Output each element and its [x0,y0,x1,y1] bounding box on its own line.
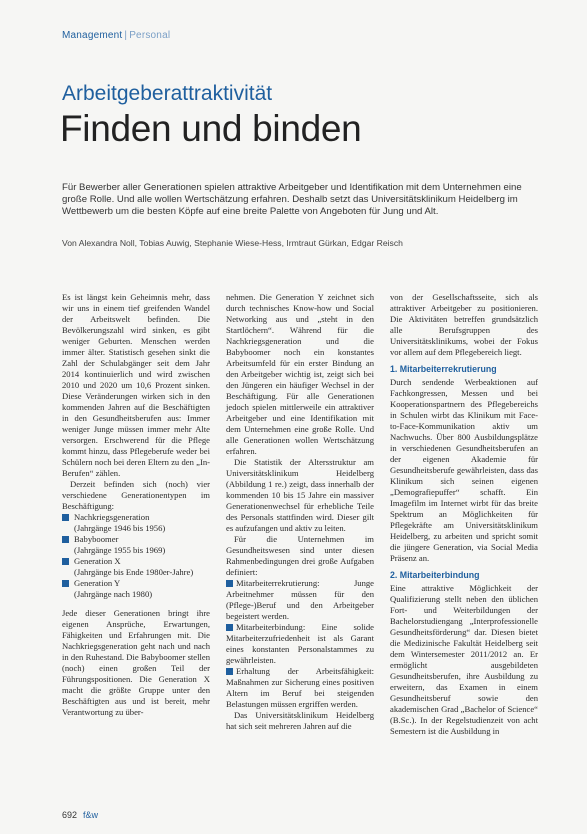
list-item [62,534,210,556]
task-text: Mitarbeiterrekrutierung: Junge Arbeitnehmer müssen für den (Pflege-)Beruf und den Arbeitgeber begeistert werden. [226,578,374,621]
article-title: Finden und binden [60,108,362,149]
generation-name: Generation X [74,556,121,566]
generation-name: Nachkriegsgeneration [74,512,150,522]
square-bullet-icon [62,558,69,565]
section-category[interactable]: Management [62,30,123,41]
section-heading-retention: 2. Mitarbeiterbindung [390,570,480,580]
generation-name: Generation Y [74,578,121,588]
list-item [62,556,210,578]
paragraph: Durch sendende Werbeaktionen auf Fachkongressen, Messen und bei Kooperationspartnern des Pflegebereichs in Schulen wirbt das Klinikum mit Face-to-Face-Kommunikation aktiv um Nachwuchs. Über 800 Ausbildungsplätze in verschiedenen Gesundheitsberufen an der eigenen Akademie für Gesundheitsberufe gewährleisten, dass das Klinikum sich seinen eigenen „Demografiepuffer“ schafft. Ein Imagefilm im Internet wirbt für das breite Spektrum an Möglichkeiten für Pflegekräfte am Universitätsklinikum Heidelberg, zu arbeiten und spricht somit die jüngere Generation, via Social Media Präsenz an. [390,377,538,563]
body-column-1 [62,292,210,718]
generation-years: (Jahrgänge bis Ende 1980er-Jahre) [74,567,194,577]
paragraph: Eine attraktive Möglichkeit der Qualifizierung stellt neben den üblichen Fort- und Weiterbildungen der Bachelorstudiengang „Interprofessionelle Gesundheitsförderung“ dar. Diesen bietet die Medizinische Fakultät Heidelberg seit dem Wintersemester 2011/2012 an. Er ermöglicht ausgebildeten Gesundheitsberufen, ihre Ausbildung zu erweitern, das Examen in einem Gesundheitsberuf sowie den akademischen Grad „Bachelor of Science“ (B.Sc.). In der Regelstudienzeit von acht Semestern ist die Ausbildung in [390,583,538,736]
article-lead: Für Bewerber aller Generationen spielen attraktive Arbeitgeber und Identifikation mit dem Unternehmen eine große Rolle. Und alle wollen Wertschätzung erfahren. Deshalb setzt das Universitätsklinikum Heidelberg im Wettbewerb um die besten Köpfe auf eine breite Palette von Angeboten für Jung und Alt. [62,182,522,218]
generation-years: (Jahrgänge 1955 bis 1969) [74,545,166,555]
generation-name: Babyboomer [74,534,119,544]
paragraph: Das Universitätsklinikum Heidelberg hat sich seit mehreren Jahren auf die [226,710,374,731]
paragraph: Jede dieser Generationen bringt ihre eigenen Ansprüche, Erwartungen, Fähigkeiten und Erfahrungen mit. Die Nachkriegsgeneration geht nach und nach in den Ruhestand. Die Babyboomer stellen (noch) einen großen Teil der Führungspositionen. Die Generation X macht die größte Gruppe unter den Beschäftigten aus und ist bereit, mehr Verantwortung zu über- [62,608,210,717]
task-item [226,666,374,710]
task-text: Erhaltung der Arbeitsfähigkeit: Maßnahmen zur Sicherung eines positiven Altern im Beruf bei steigenden Belastungen müssen ergriffen werden. [226,666,374,709]
section-kicker [62,30,170,41]
paragraph: Es ist längst kein Geheimnis mehr, dass wir uns in einem tief greifenden Wandel der Arbeitswelt befinden. Die Bevölkerungszahl wird sinken, es gibt weniger Geburten. Menschen werden immer älter. Statistisch gesehen sinkt die Zahl der Schulabgänger seit dem Jahr 2014 kontinuierlich und wird zwischen 2010 und 2020 um 10,6 Prozent sinken. Diese Veränderungen wirken sich in den kommenden Jahren auf die Beschäftigten in den Gesundheitsberufen aus: Immer weniger Junge müssen immer mehr Alte versorgen. Erschwerend für die Pflege kommt hinzu, dass Pflegeberufe weder bei Schülern noch bei deren Eltern zu den „In-Berufen“ zählen. [62,292,210,478]
section-separator: | [124,30,128,41]
body-column-3 [390,292,538,737]
paragraph: von der Gesellschaftsseite, sich als attraktiver Arbeitgeber zu positionieren. Die Aktivitäten betreffen grundsätzlich alle Berufsgruppen des Universitätsklinikums, wobei der Fokus vor allem auf dem Pflegebereich liegt. [390,292,538,357]
section-subcategory[interactable]: Personal [129,30,171,41]
square-bullet-icon [62,514,69,521]
generation-list [62,512,210,600]
page-number: 692 [62,810,78,820]
list-item [62,578,210,600]
task-item [226,622,374,666]
generation-years: (Jahrgänge nach 1980) [74,589,153,599]
paragraph: nehmen. Die Generation Y zeichnet sich durch technisches Know-how und Social Networking aus und „steht in den Startlöchern“. Während für die Nachkriegsgeneration und die Babyboomer noch ein konstantes Arbeitsumfeld für ein erster Bindung an den Arbeitgeber wichtig ist, zeigt sich bei den Jüngeren ein häufiger Wechsel in der Beschäftigung. Für alle Generationen jedoch spielen mittlerweile ein attraktiver Arbeitgeber und eine Identifikation mit dem Unternehmen eine große Rolle. Und alle Generationen wollen Wertschätzung erfahren. [226,292,374,456]
generation-years: (Jahrgänge 1946 bis 1956) [74,523,166,533]
paragraph: Die Statistik der Altersstruktur am Universitätsklinikum Heidelberg (Abbildung 1 re.) zeigt, dass innerhalb der kommenden 10 bis 15 Jahre ein massiver Generationenwechsel für erhebliche Teile des Personals stattfinden wird. Dieser gilt es aufzufangen und aktiv zu leiten. [226,457,374,533]
list-item [62,512,210,534]
square-bullet-icon [62,580,69,587]
article-authors: Von Alexandra Noll, Tobias Auwig, Stephanie Wiese-Hess, Irmtraut Gürkan, Edgar Reisch [62,238,403,248]
task-text: Mitarbeiterbindung: Eine solide Mitarbeiterzufriedenheit ist als Garant eines konstanten Personalstammes zu gewährleisten. [226,622,374,665]
square-bullet-icon [62,536,69,543]
paragraph: Derzeit befinden sich (noch) vier verschiedene Generationentypen im Beschäftigung: [62,479,210,511]
section-heading-recruitment: 1. Mitarbeiterrekrutierung [390,364,497,374]
body-column-2 [226,292,374,732]
journal-name: f&w [83,810,99,820]
task-item [226,578,374,622]
page-footer [62,810,98,820]
square-bullet-icon [226,624,233,631]
square-bullet-icon [226,580,233,587]
article-overline: Arbeitgeberattraktivität [62,82,273,105]
square-bullet-icon [226,668,233,675]
paragraph: Für die Unternehmen im Gesundheitswesen sind unter diesen Rahmenbedingungen drei große Aufgaben definiert: [226,534,374,577]
